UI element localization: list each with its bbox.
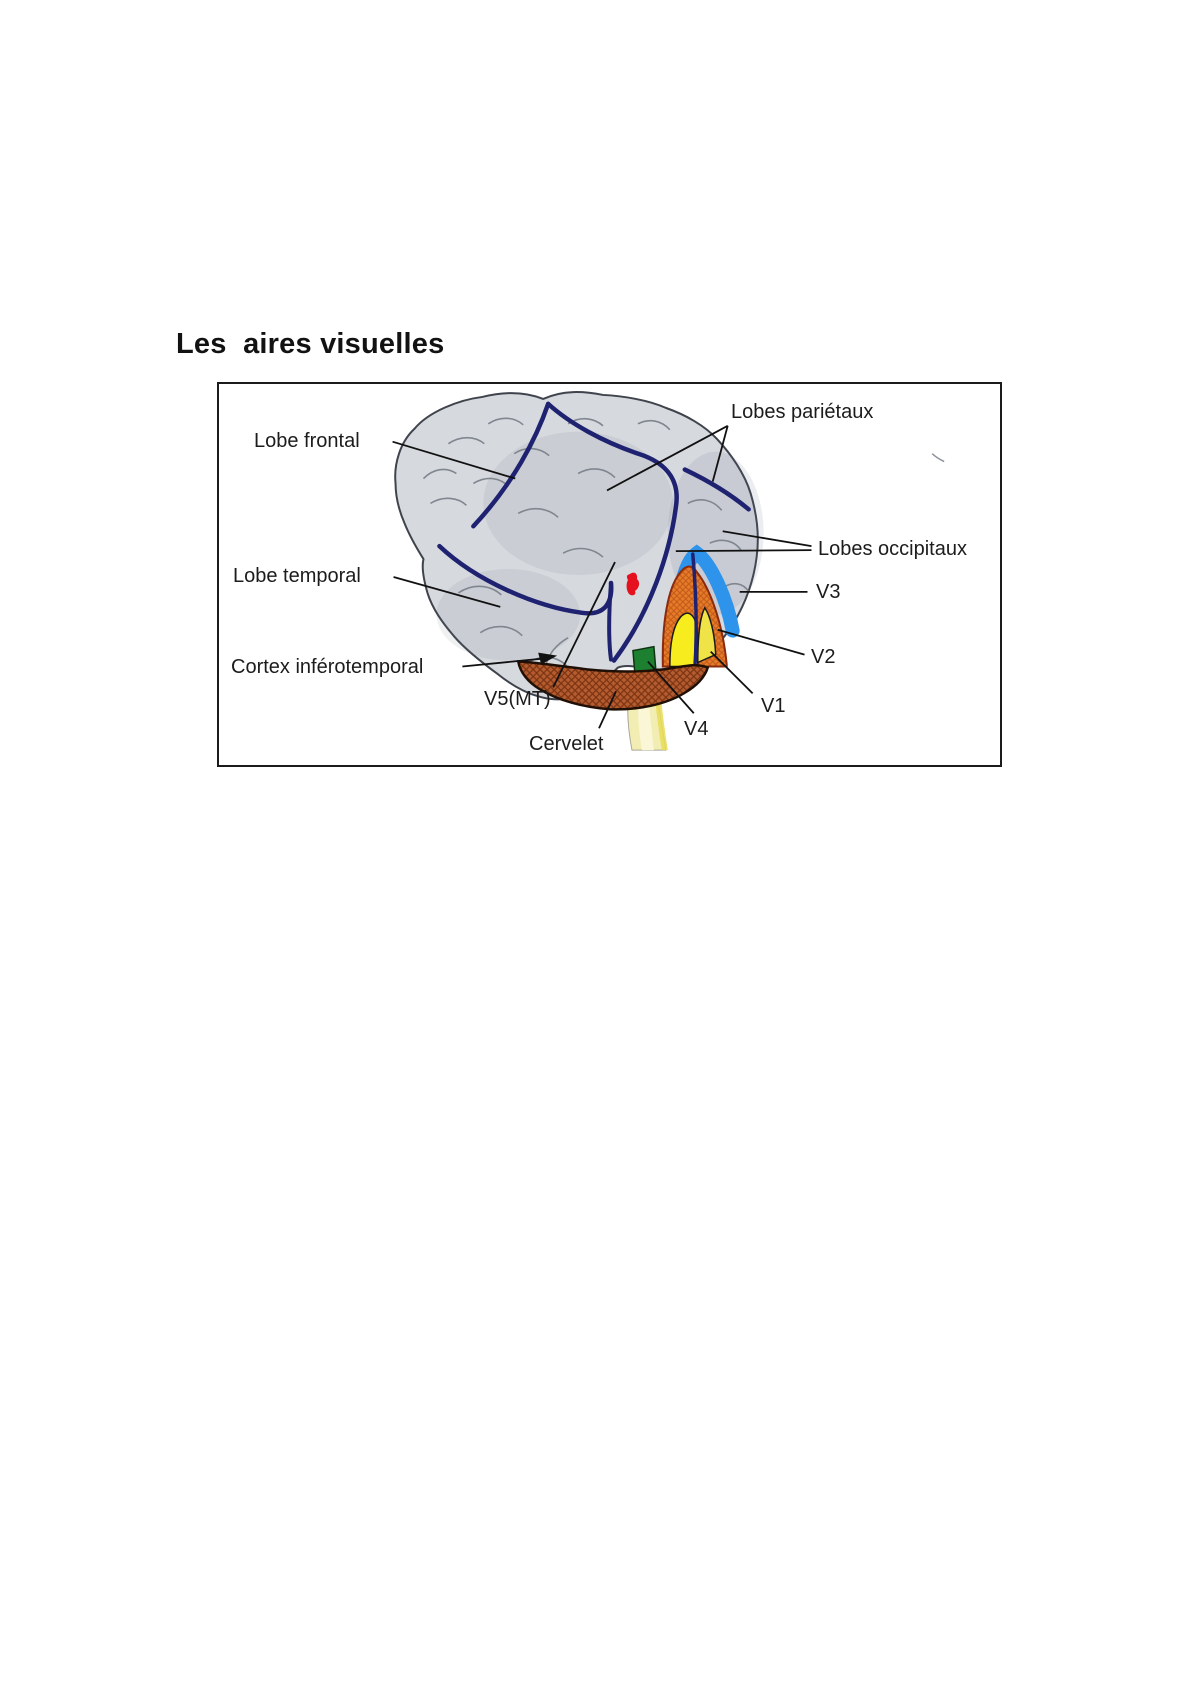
- label-v2: V2: [811, 646, 836, 668]
- label-v5mt: V5(MT): [484, 688, 551, 710]
- scan-mark: [932, 454, 944, 462]
- label-lobes-occipitaux: Lobes occipitaux: [818, 538, 967, 560]
- label-v3: V3: [816, 581, 841, 603]
- label-lobe-frontal: Lobe frontal: [254, 430, 360, 452]
- label-lobe-temporal: Lobe temporal: [233, 565, 361, 587]
- page-title: Les aires visuelles: [176, 328, 445, 360]
- figure-frame: [217, 382, 1002, 767]
- label-cervelet: Cervelet: [529, 733, 604, 755]
- label-v4: V4: [684, 718, 709, 740]
- label-lobes-parietaux: Lobes pariétaux: [731, 401, 874, 423]
- label-v1: V1: [761, 695, 786, 717]
- label-cortex-inferotemporal: Cortex inférotemporal: [231, 656, 424, 678]
